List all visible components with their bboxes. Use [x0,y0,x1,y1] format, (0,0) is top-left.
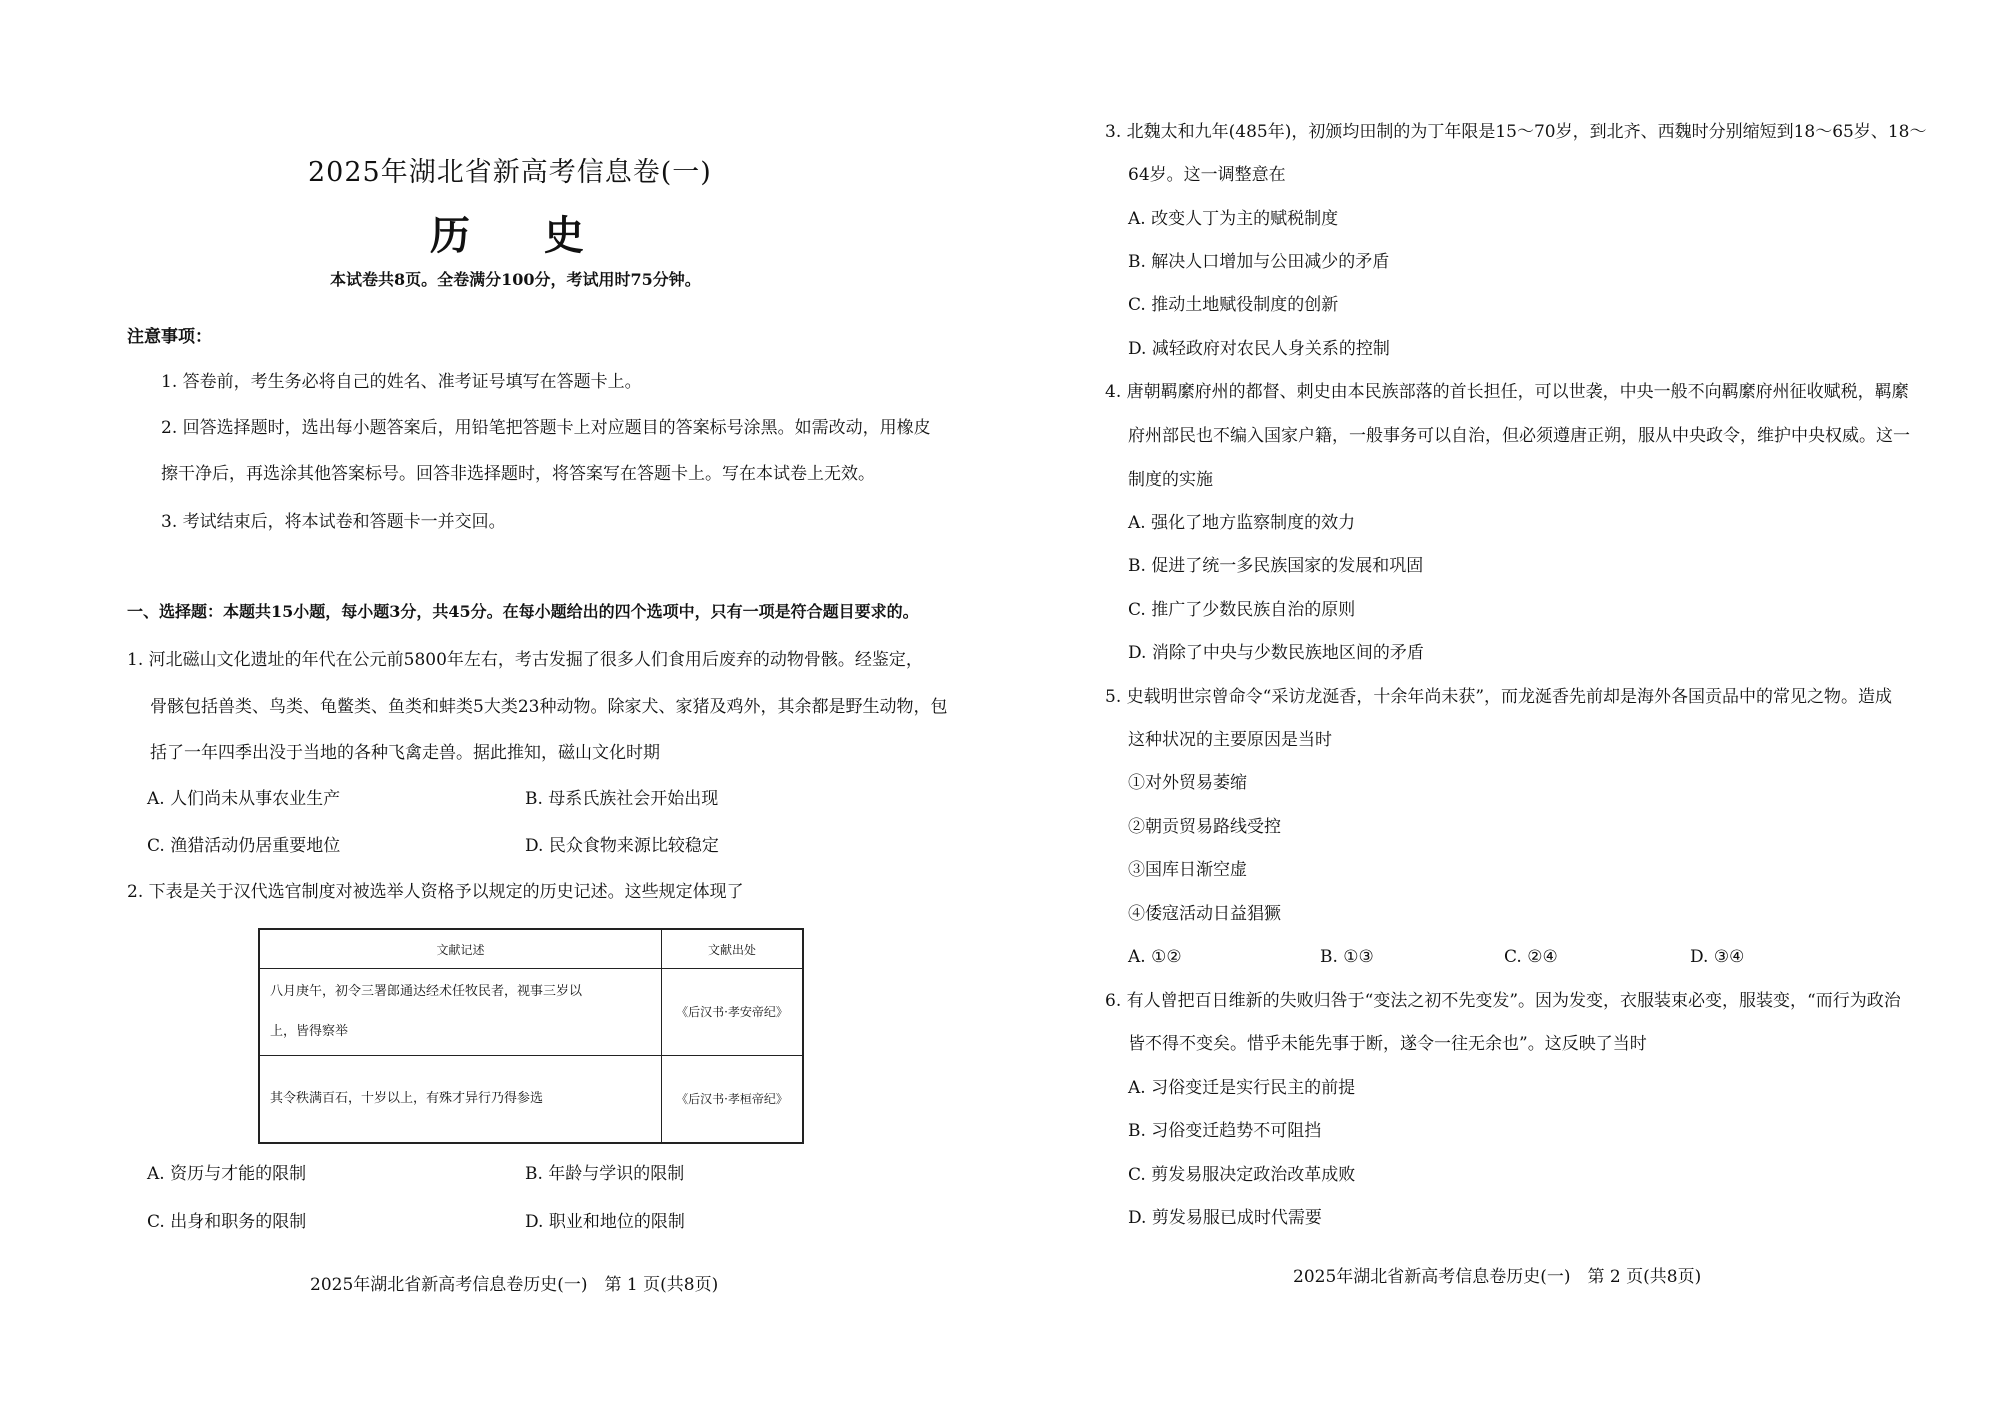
q2-option-b: B. 年龄与学识的限制 [525,1164,685,1184]
table-cell-text [259,969,662,1056]
section-heading: 一、选择题：本题共15小题，每小题3分，共45分。在每小题给出的四个选项中，只有一项是符合题目要求的。 [127,602,919,621]
note-2-cont: 擦干净后，再选涂其他答案标号。回答非选择题时，将答案写在答题卡上。写在本试卷上无效。 [161,464,875,484]
q5-option-d: D. ③④ [1690,947,1745,967]
q3-stem-line-1: 3. 北魏太和九年(485年)，初颁均田制的为丁年限是15～70岁，到北齐、西魏时分别缩短到18～65岁、18～ [1105,122,1927,142]
q1-stem-line-2: 骨骸包括兽类、鸟类、龟鳖类、鱼类和蚌类5大类23种动物。除家犬、家猪及鸡外，其余都是野生动物，包 [150,697,948,717]
q6-option-a: A. 习俗变迁是实行民主的前提 [1128,1078,1356,1098]
table-cell-text [259,1056,662,1144]
q5-item-4: ④倭寇活动日益猖獗 [1128,904,1281,924]
page-footer: 2025年湖北省新高考信息卷历史(一) 第 1 页(共8页) [310,1275,719,1295]
note-2: 2. 回答选择题时，选出每小题答案后，用铅笔把答题卡上对应题目的答案标号涂黑。如需改动，用橡皮 [161,418,931,438]
q1-option-a: A. 人们尚未从事农业生产 [147,789,341,809]
q2-source-table [258,928,804,1144]
q5-stem-line-2: 这种状况的主要原因是当时 [1128,730,1332,750]
q5-item-2: ②朝贡贸易路线受控 [1128,817,1281,837]
q6-stem-line-1: 6. 有人曾把百日维新的失败归咎于“变法之初不先变发”。因为发变，衣服装束必变，服装变，“而行为政治 [1105,991,1901,1011]
page-footer: 2025年湖北省新高考信息卷历史(一) 第 2 页(共8页) [1293,1267,1702,1287]
q5-option-a: A. ①② [1128,947,1182,967]
table-header: 文献出处 [662,929,804,969]
q5-item-1: ①对外贸易萎缩 [1128,773,1247,793]
q2-option-c: C. 出身和职务的限制 [147,1212,307,1232]
notes-heading: 注意事项： [127,327,212,347]
q1-option-d: D. 民众食物来源比较稳定 [525,836,719,856]
table-header: 文献记述 [259,929,662,969]
q5-option-c: C. ②④ [1504,947,1558,967]
exam-title: 2025年湖北省新高考信息卷(一) [308,157,712,188]
note-1: 1. 答卷前，考生务必将自己的姓名、准考证号填写在答题卡上。 [161,372,642,392]
q3-option-b: B. 解决人口增加与公田减少的矛盾 [1128,252,1390,272]
q3-stem-line-2: 64岁。这一调整意在 [1128,165,1286,185]
q6-option-c: C. 剪发易服决定政治改革成败 [1128,1165,1356,1185]
q2-stem: 2. 下表是关于汉代选官制度对被选举人资格予以规定的历史记述。这些规定体现了 [127,882,744,902]
q4-option-a: A. 强化了地方监察制度的效力 [1128,513,1356,533]
table-cell-line: 其令秩满百石，十岁以上，有殊才异行乃得参选 [270,1091,544,1106]
table-row [259,1056,803,1144]
q2-option-a: A. 资历与才能的限制 [147,1164,307,1184]
q6-option-b: B. 习俗变迁趋势不可阻挡 [1128,1121,1322,1141]
table-header-row [259,929,803,969]
q5-stem-line-1: 5. 史载明世宗曾命令“采访龙涎香，十余年尚未获”，而龙涎香先前却是海外各国贡品中的常见之物。造成 [1105,687,1893,707]
q3-option-a: A. 改变人丁为主的赋税制度 [1128,209,1339,229]
subject-title: 历 史 [430,212,614,259]
table-row [259,969,803,1056]
q4-option-c: C. 推广了少数民族自治的原则 [1128,600,1356,620]
q5-item-3: ③国库日渐空虚 [1128,860,1247,880]
q6-stem-line-2: 皆不得不变矣。惜乎未能先事于断，遂令一往无余也”。这反映了当时 [1128,1034,1647,1054]
q4-option-d: D. 消除了中央与少数民族地区间的矛盾 [1128,643,1424,663]
q4-option-b: B. 促进了统一多民族国家的发展和巩固 [1128,556,1424,576]
table-cell-line: 八月庚午，初令三署郎通达经术任牧民者，视事三岁以 [270,984,583,999]
q2-option-d: D. 职业和地位的限制 [525,1212,685,1232]
q1-option-c: C. 渔猎活动仍居重要地位 [147,836,341,856]
q5-option-b: B. ①③ [1320,947,1374,967]
table-cell-source: 《后汉书·孝安帝纪》 [662,969,804,1056]
note-3: 3. 考试结束后，将本试卷和答题卡一并交回。 [161,512,506,532]
q4-stem-line-3: 制度的实施 [1128,470,1213,490]
q3-option-c: C. 推动土地赋役制度的创新 [1128,295,1339,315]
q1-option-b: B. 母系氏族社会开始出现 [525,789,719,809]
q1-stem-line-3: 括了一年四季出没于当地的各种飞禽走兽。据此推知，磁山文化时期 [150,743,660,763]
q4-stem-line-1: 4. 唐朝羁縻府州的都督、刺史由本民族部落的首长担任，可以世袭，中央一般不向羁縻府州征收赋税，羁縻 [1105,382,1909,402]
q1-stem-line-1: 1. 河北磁山文化遗址的年代在公元前5800年左右，考古发掘了很多人们食用后废弃的动物骨骸。经鉴定， [127,650,923,670]
q3-option-d: D. 减轻政府对农民人身关系的控制 [1128,339,1390,359]
q4-stem-line-2: 府州部民也不编入国家户籍，一般事务可以自治，但必须遵唐正朔，服从中央政令，维护中央权威。这一 [1128,426,1910,446]
table-cell-line: 上，皆得察举 [270,1024,349,1039]
exam-page-2 [1000,0,2000,1414]
table-cell-source: 《后汉书·孝桓帝纪》 [662,1056,804,1144]
exam-info: 本试卷共8页。全卷满分100分，考试用时75分钟。 [330,270,701,289]
q6-option-d: D. 剪发易服已成时代需要 [1128,1208,1322,1228]
